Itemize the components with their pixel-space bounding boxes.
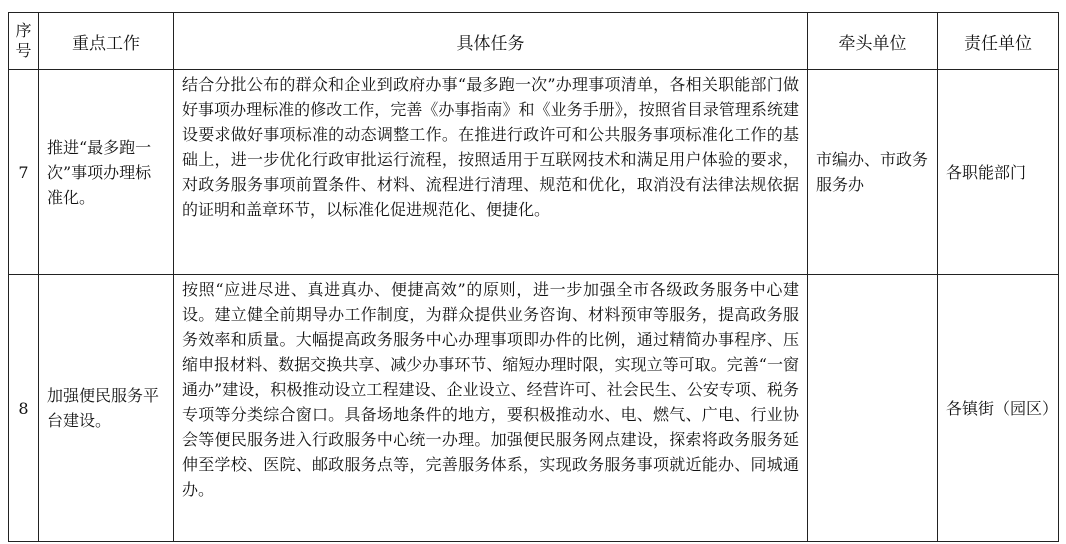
table-row	[9, 275, 1059, 542]
table-row	[9, 70, 1059, 275]
row-number: 8	[9, 275, 39, 542]
header-key-work: 重点工作	[39, 13, 174, 70]
responsible-unit-cell: 各职能部门	[938, 70, 1059, 275]
header-responsible-unit: 责任单位	[938, 13, 1059, 70]
specific-task-cell: 结合分批公布的群众和企业到政府办事“最多跑一次”办理事项清单，各相关职能部门做好事项办理标准的修改工作，完善《办事指南》和《业务手册》，按照省目录管理系统建设要求做好事项标准的动态调整工作。在推进行政许可和公共服务事项标准化工作的基础上，进一步优化行政审批运行流程，按照适用于互联网技术和满足用户体验的要求，对政务服务事项前置条件、材料、流程进行清理、规范和优化，取消没有法律法规依据的证明和盖章环节，以标准化促进规范化、便捷化。	[174, 70, 808, 275]
header-specific-task: 具体任务	[174, 13, 808, 70]
lead-unit-cell	[808, 275, 938, 542]
row-number: 7	[9, 70, 39, 275]
key-work-cell: 加强便民服务平台建设。	[39, 275, 174, 542]
responsible-unit-cell: 各镇街（园区）	[938, 275, 1059, 542]
task-table	[8, 12, 1059, 542]
lead-unit-cell: 市编办、市政务服务办	[808, 70, 938, 275]
header-number: 序号	[9, 13, 39, 70]
specific-task-cell: 按照“应进尽进、真进真办、便捷高效”的原则，进一步加强全市各级政务服务中心建设。建立健全前期导办工作制度，为群众提供业务咨询、材料预审等服务，提高政务服务效率和质量。大幅提高政务服务中心办理事项即办件的比例，通过精简办事程序、压缩申报材料、数据交换共享、减少办事环节、缩短办理时限，实现立等可取。完善“一窗通办”建设，积极推动设立工程建设、企业设立、经营许可、社会民生、公安专项、税务专项等分类综合窗口。具备场地条件的地方，要积极推动水、电、燃气、广电、行业协会等便民服务进入行政服务中心统一办理。加强便民服务网点建设，探索将政务服务延伸至学校、医院、邮政服务点等，完善服务体系，实现政务服务事项就近能办、同城通办。	[174, 275, 808, 542]
header-lead-unit: 牵头单位	[808, 13, 938, 70]
table-header-row	[9, 13, 1059, 70]
key-work-cell: 推进“最多跑一次”事项办理标准化。	[39, 70, 174, 275]
